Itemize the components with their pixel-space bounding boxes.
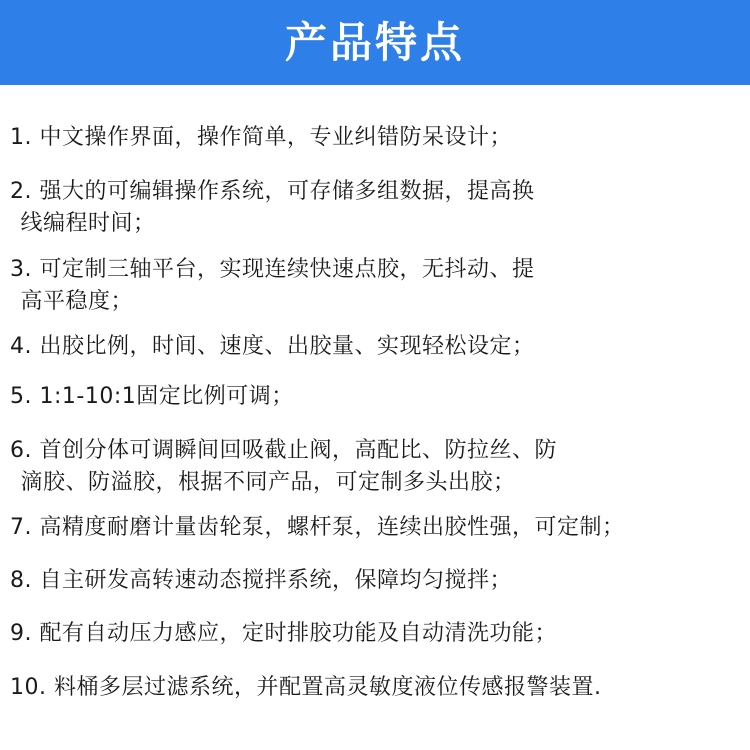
feature-line: 强大的可编辑操作系统，可存储多组数据，提高换 <box>39 179 535 204</box>
feature-item <box>10 122 745 154</box>
feature-item <box>10 672 745 704</box>
feature-item <box>10 254 745 318</box>
feature-number: 9. <box>10 621 40 646</box>
feature-line: 出胶比例，时间、速度、出胶量、实现轻松设定； <box>39 334 535 359</box>
feature-text <box>54 672 745 704</box>
feature-line: 高精度耐磨计量齿轮泵，螺杆泵，连续出胶性强，可定制； <box>39 515 625 540</box>
feature-text <box>39 122 745 154</box>
feature-line: 首创分体可调瞬间回吸截止阀，高配比、防拉丝、防 <box>39 438 557 463</box>
feature-number: 8. <box>10 568 40 593</box>
feature-text <box>20 435 745 499</box>
feature-text <box>39 512 745 544</box>
feature-number: 6. <box>10 438 40 463</box>
feature-line: 1:1-10:1固定比例可调； <box>39 384 294 409</box>
feature-text <box>39 331 745 363</box>
feature-line: 自主研发高转速动态搅拌系统，保障均匀搅拌； <box>39 568 512 593</box>
page-title: 产品特点 <box>284 17 465 67</box>
feature-text <box>20 254 745 318</box>
feature-text <box>20 176 745 240</box>
feature-number: 10. <box>10 675 54 700</box>
feature-item <box>10 381 745 413</box>
feature-line: 中文操作界面，操作简单，专业纠错防呆设计； <box>39 125 512 150</box>
feature-number: 2. <box>10 179 40 204</box>
feature-line: 可定制三轴平台，实现连续快速点胶，无抖动、提 <box>39 257 535 282</box>
feature-number: 4. <box>10 334 40 359</box>
feature-line: 配有自动压力感应，定时排胶功能及自动清洗功能； <box>39 621 557 646</box>
feature-number: 7. <box>10 515 40 540</box>
feature-item <box>10 565 745 597</box>
feature-text <box>39 618 745 650</box>
feature-number: 5. <box>10 384 40 409</box>
header-banner <box>0 0 750 85</box>
feature-line: 线编程时间； <box>20 211 156 236</box>
feature-text <box>39 565 745 597</box>
feature-line: 滴胶、防溢胶，根据不同产品，可定制多头出胶； <box>20 470 516 495</box>
feature-line: 料桶多层过滤系统，并配置高灵敏度液位传感报警装置. <box>53 675 602 700</box>
feature-item <box>10 331 745 363</box>
feature-item <box>10 176 745 240</box>
feature-number: 3. <box>10 257 40 282</box>
feature-line: 高平稳度； <box>20 289 133 314</box>
feature-item <box>10 435 745 499</box>
feature-item <box>10 512 745 544</box>
feature-text <box>39 381 745 413</box>
feature-item <box>10 618 745 650</box>
feature-number: 1. <box>10 125 40 150</box>
